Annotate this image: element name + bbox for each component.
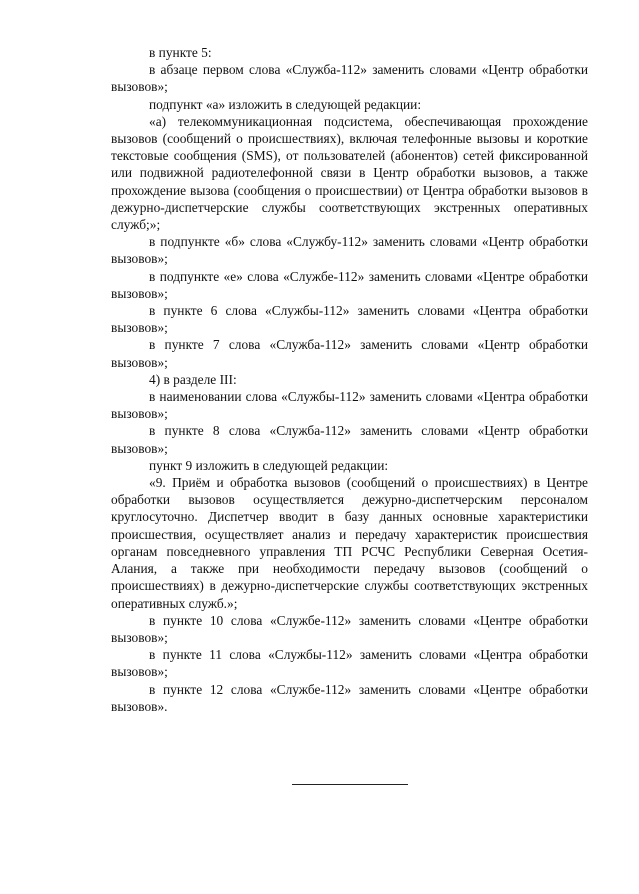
paragraph-clause-5-heading: в пункте 5:: [149, 45, 212, 60]
paragraph-clause-5-first-abzac: в абзаце первом слова «Служба-112» заменить словами «Центр обработки вызовов»;: [111, 62, 588, 95]
paragraph-subclause-e: в подпункте «е» слова «Службе-112» заменить словами «Центре обработки вызовов»;: [111, 268, 588, 301]
paragraph-subclause-a-intro: подпункт «а» изложить в следующей редакции:: [149, 96, 422, 112]
paragraph-clause-8: в пункте 8 слова «Служба-112» заменить словами «Центр обработки вызовов»;: [111, 423, 588, 456]
paragraph-section-3-title: в наименовании слова «Службы-112» заменить словами «Центра обработки вызовов»;: [111, 389, 588, 422]
paragraph-clause-9-intro: пункт 9 изложить в следующей редакции:: [149, 457, 389, 473]
paragraph-clause-12: в пункте 12 слова «Службе-112» заменить словами «Центре обработки вызовов».: [111, 681, 588, 714]
paragraph-clause-10: в пункте 10 слова «Службе-112» заменить словами «Центре обработки вызовов»;: [111, 612, 588, 645]
paragraph-clause-6: в пункте 6 слова «Службы-112» заменить словами «Центра обработки вызовов»;: [111, 303, 588, 336]
paragraph-clause-7: в пункте 7 слова «Служба-112» заменить словами «Центр обработки вызовов»;: [111, 337, 588, 370]
paragraph-subclause-a-text: «а) телекоммуникационная подсистема, обеспечивающая прохождение вызовов (сообщений о происшествиях), включая телефонные вызовы и короткие текстовые сообщения (SMS), от пользователей (абонентов) сетей фиксированной или подвижной радиотелефонной связи в Центр обработки вызовов, а также прохождение вызова (сообщения о происшествии) от Центра обработки вызовов в дежурно-диспетчерские службы соответствующих экстренных оперативных служб;»;: [111, 113, 588, 233]
paragraph-clause-9-text: «9. Приём и обработка вызовов (сообщений о происшествиях) в Центре обработки вызовов осуществляется дежурно-диспетчерским персоналом круглосуточно. Диспетчер вводит в базу данных основные характеристики происшествия, осуществляет анализ и передачу характеристик происшествия органам повседневного управления ТП РСЧС Республики Северная Осетия-Алания, а также при необходимости передачу вызовов (сообщений о происшествиях) в дежурно-диспетчерские службы соответствующих экстренных оперативных служб.»;: [111, 475, 588, 611]
paragraph-clause-11: в пункте 11 слова «Службы-112» заменить словами «Центра обработки вызовов»;: [111, 647, 588, 680]
end-of-text-rule: [292, 784, 408, 785]
paragraph-subclause-b: в подпункте «б» слова «Службу-112» заменить словами «Центр обработки вызовов»;: [111, 234, 588, 267]
paragraph-section-3-heading: 4) в разделе III:: [149, 371, 237, 387]
document-body: [111, 44, 588, 715]
